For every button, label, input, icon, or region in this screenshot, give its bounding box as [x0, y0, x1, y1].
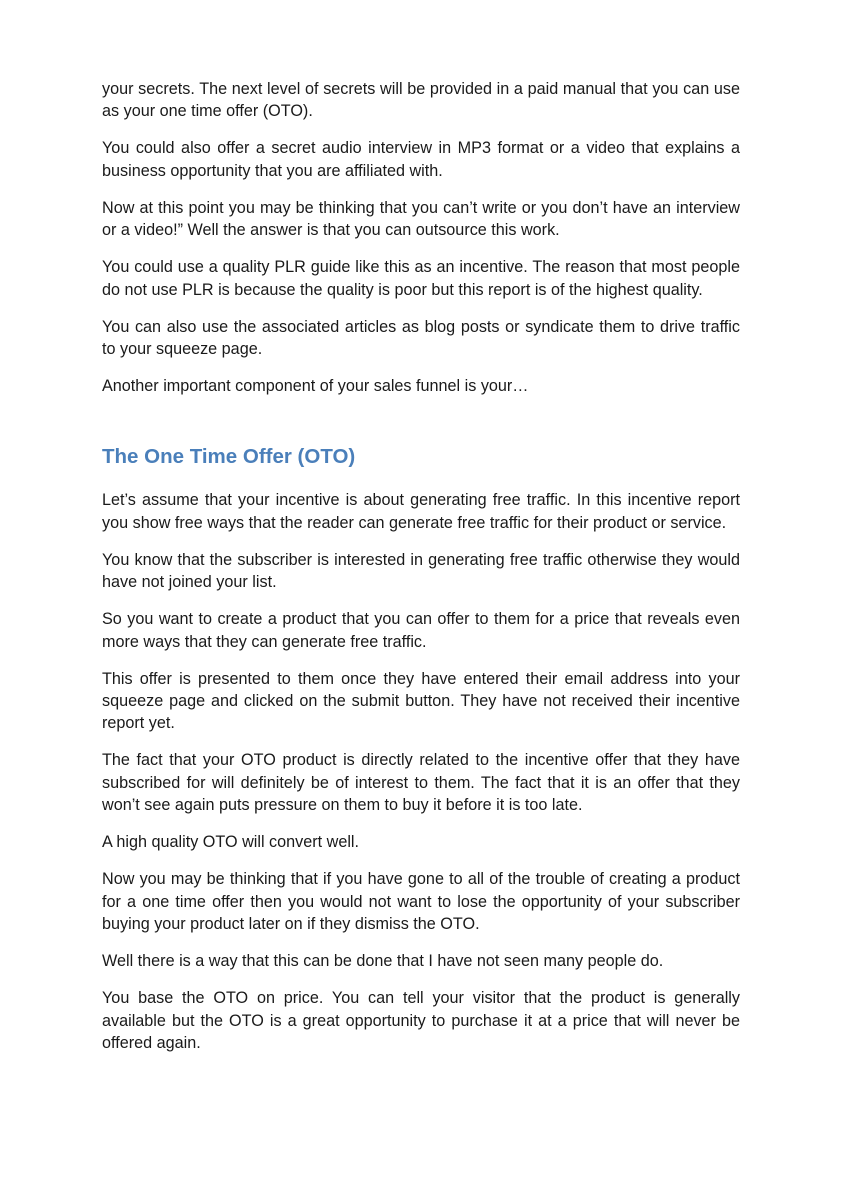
paragraph: You base the OTO on price. You can tell your visitor that the product is generally available but the OTO is a great opportunity to purchase it at a price that will never be offered again.	[102, 989, 740, 1052]
paragraph: You could use a quality PLR guide like this as an incentive. The reason that most people do not use PLR is because the quality is poor but this report is of the highest quality.	[102, 258, 740, 299]
paragraph: Now at this point you may be thinking that you can’t write or you don’t have an interview or a video!” Well the answer is that you can outsource this work.	[102, 198, 740, 240]
paragraph: This offer is presented to them once they have entered their email address into your squeeze page and clicked on the submit button. They have not received their incentive report yet.	[102, 669, 740, 733]
paragraph: So you want to create a product that you can offer to them for a price that reveals even more ways that they can generate free traffic.	[102, 610, 740, 651]
paragraph: The fact that your OTO product is directly related to the incentive offer that they have subscribed for will definitely be of interest to them. The fact that it is an offer that they won’t see again puts pressure on them to buy it before it is too late.	[102, 751, 740, 815]
paragraph: Let’s assume that your incentive is about generating free traffic. In this incentive report you show free ways that the reader can generate free traffic for their product or service.	[102, 491, 740, 532]
paragraph: You could also offer a secret audio interview in MP3 format or a video that explains a business opportunity that you are affiliated with.	[102, 139, 740, 180]
paragraph: You can also use the associated articles as blog posts or syndicate them to drive traffic to your squeeze page.	[102, 317, 740, 359]
section-heading: The One Time Offer (OTO)	[102, 445, 356, 469]
paragraph: Another important component of your sales funnel is your…	[102, 377, 529, 396]
paragraph: A high quality OTO will convert well.	[102, 833, 360, 852]
paragraph: You know that the subscriber is interested in generating free traffic otherwise they would have not joined your list.	[102, 550, 740, 592]
document-page	[102, 78, 740, 1069]
paragraph: Now you may be thinking that if you have gone to all of the trouble of creating a product for a one time offer then you would not want to lose the opportunity of your subscriber buying your product later on if they dismiss the OTO.	[102, 870, 740, 934]
paragraph: Well there is a way that this can be done that I have not seen many people do.	[102, 952, 664, 971]
paragraph: your secrets. The next level of secrets will be provided in a paid manual that you can use as your one time offer (OTO).	[102, 80, 740, 121]
